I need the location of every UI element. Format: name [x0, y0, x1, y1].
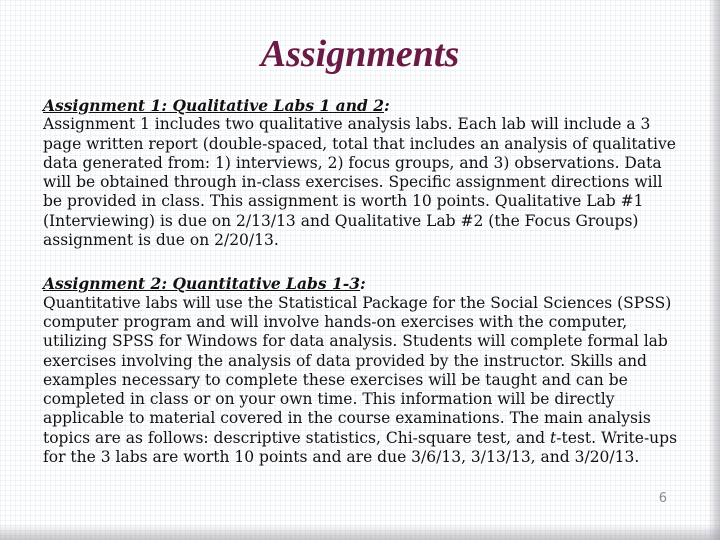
assignment-2-t-italic: t [550, 428, 557, 447]
page-number: 6 [658, 491, 667, 506]
assignment-1-heading-colon: : [384, 96, 390, 115]
assignment-2-block [43, 274, 683, 467]
assignment-2-body [43, 294, 683, 468]
page-shadow-bottom [0, 524, 720, 540]
slide-content [43, 96, 683, 467]
assignment-2-heading-colon: : [360, 274, 366, 294]
assignment-1-body: Assignment 1 includes two qualitative analysis labs. Each lab will include a 3 page written report (double-spaced, total that includes an analysis of qualitative data generated from: 1) interviews, 2) focus groups, and 3) observations. Data will be obtained through in-class exercises. Specific assignment directions will be provided in class. This assignment is worth 10 points. Qualitative Lab #1 (Interviewing) is due on 2/13/13 and Qualitative Lab #2 (the Focus Groups) assignment is due on 2/20/13. [43, 115, 676, 250]
page-shadow-right [708, 0, 720, 540]
assignment-1-heading-text: Assignment 1: Qualitative Labs 1 and 2 [43, 96, 384, 115]
assignment-2-heading [43, 274, 683, 293]
assignment-2-heading-text: Assignment 2: Quantitative Labs 1-3 [43, 274, 361, 294]
assignment-1-heading [43, 96, 683, 115]
page-title: Assignments [260, 33, 460, 75]
assignment-1-block [43, 96, 683, 250]
assignment-2-body-part1: Quantitative labs will use the Statistical Package for the Social Sciences (SPSS) computer program and will involve hands-on exercises with the computer, utilizing SPSS for Windows for data analysis. Students will complete formal lab exercises involving the analysis of data provided by the instructor. Skills and examples necessary to complete these exercises will be taught and can be completed in class or on your own time. This information will be directly applicable to material covered in the course examinations. The main analysis topics are as follows: descriptive statistics, Chi-square test, and [43, 293, 672, 447]
assignment-2-body-part2: -test. Write-ups for the 3 labs are worth 10 points and are due 3/6/13, 3/13/13, and 3/20/13. [43, 428, 678, 467]
